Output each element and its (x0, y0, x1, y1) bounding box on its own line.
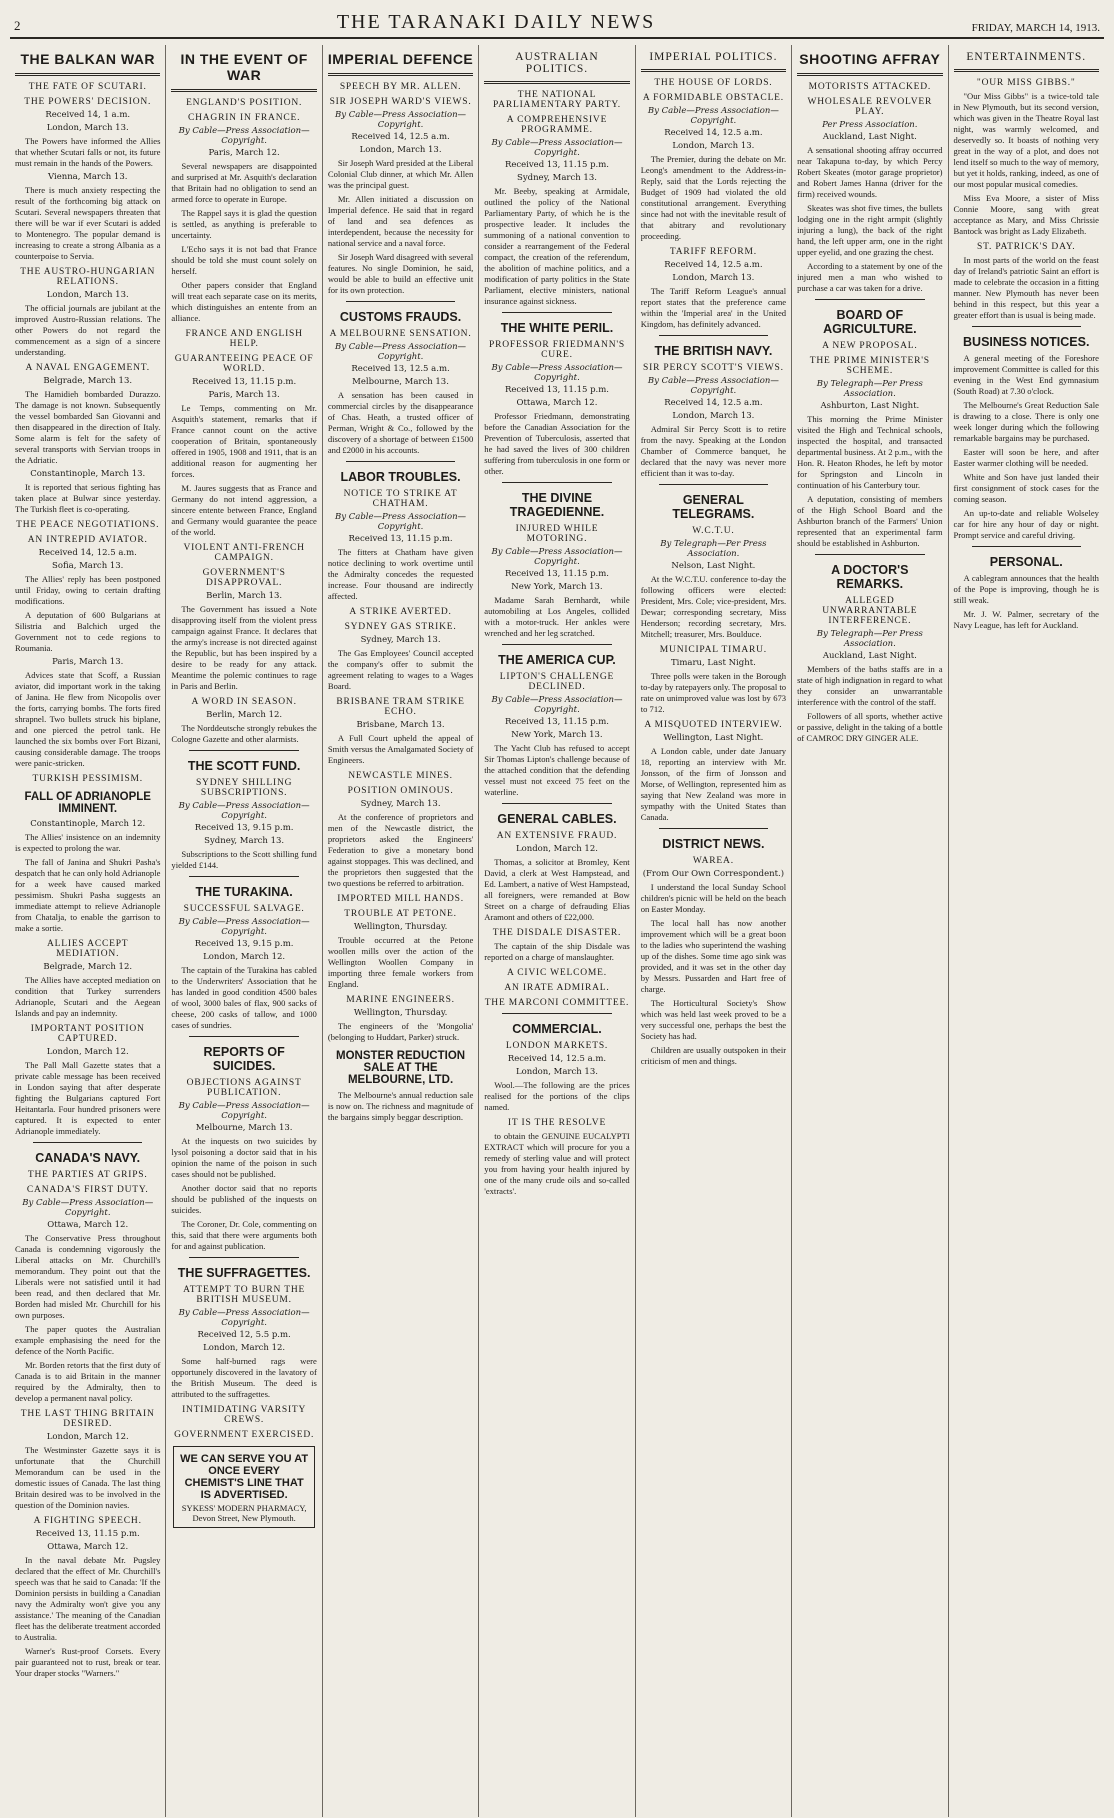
byline: By Telegraph—Per Press Association. (660, 539, 767, 559)
paragraph: The Tariff Reform League's annual report states that the preference came within the 'Imperial area' in the United Kingdom, has definitely advanced. (640, 286, 787, 329)
subheading: A MELBOURNE SENSATION. (329, 329, 472, 339)
byline: Per Press Association. (822, 120, 918, 130)
dateline: Berlin, March 13. (206, 591, 283, 601)
column-1 (10, 45, 166, 1817)
dateline: Received 13, 9.15 p.m. (194, 823, 294, 833)
dateline: Wellington, Thursday. (353, 1008, 448, 1018)
section-rule (189, 1257, 298, 1258)
paragraph: Subscriptions to the Scott shilling fund yielded £144. (171, 849, 317, 870)
subheading: THE DISDALE DISASTER. (492, 928, 622, 938)
paragraph: According to a statement by one of the injured men a man who wished to purchase a car was taken for a drive. (797, 261, 943, 293)
section-rule (346, 301, 455, 302)
heading-rule (15, 73, 160, 76)
paragraph: White and Son have just landed their first consignment of stock cases for the coming season. (953, 472, 1099, 504)
paragraph: The Westminster Gazette says it is unfortunate that the Churchill Memorandum can be used in the domestic issues of Canada. The last thing Britain desired was to be involved in the question of the Dominion navies. (15, 1445, 161, 1510)
dateline: Berlin, March 12. (206, 710, 283, 720)
subheading: AN INTREPID AVIATOR. (27, 535, 148, 545)
paragraph: The fall of Janina and Shukri Pasha's despatch that he can only hold Adrianople for a week have caused marked pessimism. Shukri Pasha suggests an immediate attempt to relieve Adrianople from Chatalja, to enable the garrison to make a sortie. (15, 857, 161, 933)
dateline: Received 13, 11.15 p.m. (35, 1529, 140, 1539)
byline: By Cable—Press Association—Copyright. (491, 138, 623, 158)
column-6 (792, 45, 948, 1817)
dateline: Received 13, 11.15 p.m. (348, 534, 453, 544)
paragraph: The Premier, during the debate on Mr. Leong's amendment to the Address-in-Reply, said that the Lords rejecting the Budget of 1909 had violated the old constitutional arrangement. Everything since had not with the inevitable result of that abitrary and revolutionary proceeding. (640, 154, 787, 241)
byline: By Cable—Press Association—Copyright. (178, 126, 310, 146)
subheading: TURKISH PESSIMISM. (32, 774, 143, 784)
column-4 (479, 45, 635, 1817)
section-heading: CUSTOMS FRAUDS. (339, 310, 462, 324)
paragraph: The Gas Employees' Council accepted the company's offer to submit the agreement relating to wages to a Wages Board. (327, 648, 474, 691)
paragraph: Other papers consider that England will treat each separate case on its merits, which distinguishes an entente from an alliance. (171, 280, 317, 323)
heading-rule (484, 81, 629, 84)
dateline: Received 13, 12.5 a.m. (351, 364, 450, 374)
paragraph: A general meeting of the Foreshore improvement Committee is called for this evening in the West End gymnasium (South Road) at 7.30 o'clock. (953, 353, 1099, 396)
subheading: OBJECTIONS AGAINST PUBLICATION. (186, 1078, 302, 1098)
dateline: Sydney, March 13. (360, 799, 441, 809)
paragraph: A deputation, consisting of members of the High School Board and the Ashburton branch of the Farmers' Union represented that an experimental farm should be established in Ashburton. (797, 494, 943, 548)
dateline: Auckland, Last Night. (822, 651, 917, 661)
paragraph: I understand the local Sunday School children's picnic will be held on the beach on Easter Monday. (640, 882, 787, 914)
paragraph: Three polls were taken in the Borough to-day by ratepayers only. The proposal to rate on unimproved value was lost by 673 to 712. (640, 671, 787, 714)
paragraph: Skeates was shot five times, the bullets lodging one in the right armpit (slightly injuring a lung), the back of the right hand, the left upper arm, one in the right upper eyelid, and one grazing the chest. (797, 203, 943, 257)
subheading: GUARANTEEING PEACE OF WORLD. (174, 354, 314, 374)
dateline: Ottawa, March 12. (47, 1542, 129, 1552)
byline: By Cable—Press Association—Copyright. (647, 106, 779, 126)
subheading: THE PRIME MINISTER'S SCHEME. (809, 356, 930, 376)
section-heading: REPORTS OF SUICIDES. (203, 1045, 285, 1073)
subhead-bold: FALL OF ADRIANOPLE IMMINENT. (24, 791, 151, 815)
subheading: IMPORTANT POSITION CAPTURED. (30, 1024, 145, 1044)
paragraph: Advices state that Scoff, a Russian aviator, did important work in the taking of Janina. He flew from Nicopolis over the forts, carrying bombs. The forts fired shrapnel. Two bullets struck his biplane, and one pierced the petrol tank. He launched the six bombs over Fort Bizani, causing considerable damage. The troops were panic-stricken. (15, 670, 161, 768)
paragraph: Some half-burned rags were opportunely discovered in the lavatory of the British Museum. The deed is attributed to the suffragettes. (171, 1356, 317, 1399)
byline: By Cable—Press Association—Copyright. (22, 1198, 154, 1218)
byline: By Cable—Press Association—Copyright. (335, 110, 467, 130)
paragraph: The Hamidieh bombarded Durazzo. The damage is not known. Subsequently the vessel bombarded San Giovanni and then disappeared in the direction of Italy. Some alarm is felt for the safety of several transports with Servian troops in the Adriatic. (15, 389, 161, 465)
dateline: Received 14, 12.5 a.m. (351, 132, 450, 142)
subheading: THE POWERS' DECISION. (24, 97, 152, 107)
paragraph: Mr. Allen initiated a discussion on Imperial defence. He said that in regard of land and sea defences as interdependent, because the necessity for national service and a naval force. (327, 194, 474, 248)
subheading: ENGLAND'S POSITION. (186, 98, 303, 108)
paragraph: The Allies' insistence on an indemnity is expected to prolong the war. (15, 832, 161, 853)
column-heading: THE BALKAN WAR (20, 51, 155, 67)
paragraph: The Allies have accepted mediation on condition that Turkey surrenders Adrianople, Scutari and the Aegean Islands and pay an indemnity. (15, 975, 161, 1018)
section-rule (815, 299, 924, 300)
section-heading: BUSINESS NOTICES. (963, 335, 1090, 349)
paragraph: Mr. Beeby, speaking at Armidale, outlined the policy of the National Parliamentary Party, of which he is the prospective leader. It includes the summoning of a national convention to consider a rearrangement of the Federal compact, the creation of the referendum, the abolition of machine politics, and a modification of party politics in the State Parliament, elective ministers, national insurance against sickness. (484, 186, 630, 306)
subheading: W.C.T.U. (692, 526, 735, 536)
dateline: Wellington, Last Night. (663, 733, 764, 743)
column-2 (166, 45, 322, 1817)
subheading: THE HOUSE OF LORDS. (654, 78, 773, 88)
subheading: FRANCE AND ENGLISH HELP. (185, 329, 303, 349)
subheading: ALLEGED UNWARRANTABLE INTERFERENCE. (822, 596, 918, 626)
section-heading: A DOCTOR'S REMARKS. (831, 563, 909, 591)
dateline: Paris, March 13. (52, 657, 124, 667)
subheading: LIPTON'S CHALLENGE DECLINED. (499, 672, 615, 692)
paragraph: The Horticultural Society's Show which was held last week proved to be a very successful one, perhaps the best the Society has had. (640, 998, 787, 1041)
newspaper-title: THE TARANAKI DAILY NEWS (336, 11, 656, 33)
byline: By Cable—Press Association—Copyright. (335, 512, 467, 532)
paragraph: "Our Miss Gibbs" is a twice-told tale in New Plymouth, but its second version, which was given in the Theatre Royal last night, was warmly welcomed, and deservedly so. It boasts of nothing very great in the way of a plot, and does not lend itself so much to the way of memory, but yet it holds, ranking, indeed, as one of our most popular musical comedies. (953, 91, 1099, 189)
subheading: "OUR MISS GIBBS." (976, 78, 1076, 88)
paragraph: Followers of all sports, whether active or passive, delight in the taking of a bottle of CAMROC DRY GINGER ALE. (797, 711, 943, 743)
subheading: MUNICIPAL TIMARU. (659, 645, 767, 655)
paragraph: Easter will soon be here, and after Easter warmer clothing will be needed. (953, 447, 1099, 468)
paragraph: In the naval debate Mr. Pugsley declared that the effect of Mr. Churchill's speech was that he said to Canada: 'If the Dominion persists in building a Canadian navy the Admiralty won't give you any assistance.' The meaning of the Canadian fleet has the deliberate treatment accorded to Australia. (15, 1555, 161, 1642)
paragraph: Admiral Sir Percy Scott is to retire from the navy. Speaking at the London Chamber of Commerce banquet, he declared that the navy was never more efficient than it was to-day. (640, 424, 787, 478)
subheading: A COMPREHENSIVE PROGRAMME. (506, 115, 608, 135)
subheading: WHOLESALE REVOLVER PLAY. (807, 97, 933, 117)
subheading: LONDON MARKETS. (505, 1041, 609, 1051)
subheading: A CIVIC WELCOME. (506, 968, 607, 978)
paragraph: The captain of the Turakina has cabled to the Underwriters' Association that he has landed in good condition 4500 bales of wool, 3000 bales of flax, 900 sacks of cheese, 200 casks of tallow, and 1000 cases of sundries. (171, 965, 317, 1030)
paragraph: The Melbourne's annual reduction sale is now on. The richness and magnitude of the bargains simply beggar description. (327, 1090, 474, 1122)
column-heading: SHOOTING AFFRAY (799, 51, 941, 67)
subheading: VIOLENT ANTI-FRENCH CAMPAIGN. (183, 543, 305, 563)
columns-container (10, 45, 1104, 1817)
dateline: (From Our Own Correspondent.) (642, 869, 785, 879)
dateline: Ottawa, March 12. (516, 398, 598, 408)
heading-rule (797, 73, 942, 76)
subheading: A WORD IN SEASON. (191, 697, 297, 707)
paragraph: The captain of the ship Disdale was reported on a charge of manslaughter. (484, 941, 630, 962)
subheading: MOTORISTS ATTACKED. (808, 82, 932, 92)
paragraph: Sir Joseph Ward disagreed with several features. No single Dominion, he said, would be able to build an effective unit for its own protection. (327, 252, 474, 295)
paragraph: Mr. Borden retorts that the first duty of Canada is to aid Britain in the manner required by the Admiralty, then to develop a permanent naval policy. (15, 1360, 161, 1403)
subheading: GOVERNMENT EXERCISED. (174, 1430, 315, 1440)
byline: By Cable—Press Association—Copyright. (178, 1101, 310, 1121)
dateline: London, March 13. (672, 273, 755, 283)
subheading: A STRIKE AVERTED. (349, 607, 452, 617)
subheading: THE AUSTRO-HUNGARIAN RELATIONS. (20, 267, 156, 287)
dateline: London, March 12. (46, 1047, 129, 1057)
heading-rule (641, 69, 786, 72)
subheading: PROFESSOR FRIEDMANN'S CURE. (488, 340, 625, 360)
section-heading: COMMERCIAL. (512, 1022, 602, 1036)
subheading: A NEW PROPOSAL. (822, 341, 918, 351)
subheading: BRISBANE TRAM STRIKE ECHO. (336, 697, 465, 717)
section-rule (33, 1142, 142, 1143)
subheading: SIR JOSEPH WARD'S VIEWS. (329, 97, 472, 107)
byline: By Cable—Press Association—Copyright. (647, 376, 779, 396)
subheading: GOVERNMENT'S DISAPPROVAL. (202, 568, 286, 588)
paragraph: A cablegram announces that the health of the Pope is improving, though he is still weak. (953, 573, 1099, 605)
subheading: MARINE ENGINEERS. (346, 995, 455, 1005)
paragraph: Another doctor said that no reports should be published of the inquests on suicides. (171, 1183, 317, 1215)
dateline: London, March 12. (203, 1343, 286, 1353)
subheading: TARIFF REFORM. (669, 247, 757, 257)
paragraph: There is much anxiety respecting the result of the forthcoming big attack on Scutari. Several newspapers threaten that there will be war if ever Scutari is added to Montenegro. The popular demand is increasing to create a strong Albania as a counterpoise to Servia. (15, 185, 161, 261)
column-heading: AUSTRALIAN POLITICS. (515, 51, 599, 75)
paragraph: Wool.—The following are the prices realised for the portions of the clips named. (484, 1080, 630, 1112)
subheading: A FIGHTING SPEECH. (33, 1516, 142, 1526)
dateline: Received 13, 11.15 p.m. (504, 160, 610, 170)
section-heading: THE AMERICA CUP. (498, 653, 616, 667)
paragraph: In most parts of the world on the feast day of Ireland's patriotic Saint an effort is made to celebrate the occasion in a fitting manner. New Plymouth has never been behind in this respect, but this year a greater effort than is usual is being made. (953, 255, 1099, 320)
subheading: SIR PERCY SCOTT'S VIEWS. (643, 363, 784, 373)
paragraph: Madame Sarah Bernhardt, while automobiling at Los Angeles, collided with a motor-truck. Her ankles were wrenched and her leg scratched. (484, 595, 630, 638)
dateline: London, March 13. (359, 145, 442, 155)
section-heading: GENERAL CABLES. (497, 812, 617, 826)
byline: By Cable—Press Association—Copyright. (178, 917, 310, 937)
section-heading: THE WHITE PERIL. (500, 321, 614, 335)
dateline: London, March 13. (46, 123, 129, 133)
section-rule (502, 803, 611, 804)
paragraph: The Allies' reply has been postponed until Friday, owing to certain drafting modifications. (15, 574, 161, 606)
subheading: ATTEMPT TO BURN THE BRITISH MUSEUM. (183, 1285, 306, 1305)
paragraph: An up-to-date and reliable Wolseley car for hire any hour of day or night. Prompt service and careful driving. (953, 508, 1099, 540)
paragraph: Le Temps, commenting on Mr. Asquith's statement, remarks that if France cannot count on the active cooperation of Britain, spontaneously offered in 1905, 1908 and 1911, that is an additional reason for augmenting her forces. (171, 403, 317, 479)
dateline: Received 14, 12.5 a.m. (507, 1054, 607, 1064)
dateline: Received 14, 12.5 a.m. (664, 260, 763, 270)
section-rule (189, 876, 298, 877)
section-rule (815, 554, 924, 555)
dateline: Auckland, Last Night. (822, 132, 917, 142)
paragraph: A sensation has been caused in commercial circles by the disappearance of Chas. Heath, a trusted officer of Perman, Wright & Co., followed by the discovery of a shortage of between £1500 and £2000 in his accounts. (327, 390, 474, 455)
heading-rule (328, 73, 473, 76)
masthead (10, 8, 1104, 39)
paragraph: The Government has issued a Note disapproving itself from the violent press campaign against France. It declares that the army's increase is not directed against the Republic, but has been inspired by a desire to be ready for any attack. Meantime the polemic continues to rage in Paris and Berlin. (171, 604, 317, 691)
paragraph: The paper quotes the Australian example emphasising the need for the defence of the North Pacific. (15, 1324, 161, 1356)
subheading: SUCCESSFUL SALVAGE. (183, 904, 305, 914)
paragraph: M. Jaures suggests that as France and Germany do not intend aggression, a sincere entente between France, England and Germany would guarantee the peace of the world. (171, 483, 317, 537)
subhead-bold: MONSTER REDUCTION SALE AT THE MELBOURNE, LTD. (336, 1050, 466, 1086)
dateline: Sydney, March 13. (517, 173, 597, 183)
dateline: Brisbane, March 13. (356, 720, 445, 730)
subheading: THE FATE OF SCUTARI. (28, 82, 147, 92)
section-heading: THE TURAKINA. (195, 885, 293, 899)
paragraph: to obtain the GENUINE EUCALYPTI EXTRACT which will procure for you a remedy of sterling value and will protect you from having your health injured by one of the many crude oils and so-called 'extracts'. (484, 1131, 630, 1196)
byline: By Cable—Press Association—Copyright. (335, 342, 467, 362)
column-heading: IMPERIAL DEFENCE (327, 51, 474, 67)
subheading: NOTICE TO STRIKE AT CHATHAM. (343, 489, 458, 509)
section-rule (346, 461, 455, 462)
paragraph: Miss Eva Moore, a sister of Miss Connie Moore, sang with great acceptance as Mary, and Miss Chrissie Bantock was bright as Lady Elizabeth. (953, 193, 1099, 236)
section-rule (502, 644, 611, 645)
section-heading: CANADA'S NAVY. (35, 1151, 141, 1165)
advertisement-line: WE CAN SERVE YOU AT ONCE EVERY CHEMIST'S LINE THAT IS ADVERTISED. (180, 1453, 309, 1501)
paragraph: Members of the baths staffs are in a state of high indignation in regard to what they consider an unwarrantable interference with the control of the staff. (797, 664, 943, 707)
subheading: ALLIES ACCEPT MEDIATION. (47, 939, 129, 959)
subheading: THE PEACE NEGOTIATIONS. (16, 520, 160, 530)
subheading: POSITION OMINOUS. (347, 786, 454, 796)
column-3 (323, 45, 479, 1817)
column-heading: ENTERTAINMENTS. (966, 51, 1087, 63)
dateline: Received 14, 12.5 a.m. (38, 548, 137, 558)
dateline: Received 14, 1 a.m. (45, 110, 131, 120)
byline: By Telegraph—Per Press Association. (816, 379, 923, 399)
subheading: SYDNEY GAS STRIKE. (344, 622, 457, 632)
section-heading: THE BRITISH NAVY. (654, 344, 773, 358)
subheading: AN IRATE ADMIRAL. (504, 983, 610, 993)
subheading: ST. PATRICK'S DAY. (977, 242, 1076, 252)
dateline: Received 13, 11.15 p.m. (192, 377, 297, 387)
dateline: London, March 13. (672, 411, 755, 421)
advertisement-box (173, 1446, 314, 1528)
paragraph: At the conference of proprietors and men of the Newcastle district, the proprietors asked the Engineers' Federation to give a monetary bond against stoppages. This was declined, and the proprietors then suggested that the two questions be referred to arbitration. (327, 812, 474, 888)
dateline: Received 13, 11.15 p.m. (504, 569, 610, 579)
section-rule (502, 482, 611, 483)
subheading: THE NATIONAL PARLIAMENTARY PARTY. (492, 90, 621, 110)
subheading: INTIMIDATING VARSITY CREWS. (182, 1405, 307, 1425)
subheading: SPEECH BY MR. ALLEN. (339, 82, 462, 92)
dateline: Ashburton, Last Night. (820, 401, 920, 411)
heading-rule (954, 69, 1099, 72)
dateline: Sydney, March 13. (360, 635, 441, 645)
paragraph: A sensational shooting affray occurred near Takapuna to-day, by which Percy Robert Skeates (motor garage proprietor) and Robert James Hanna (driver for the firm) received wounds. (797, 145, 943, 199)
paragraph: The local hall has now another improvement which will be a great boon to the ladies who superintend the washing up of the dishes. Some time ago sink was provided, and it was set in the other day by Messrs. Pussarden and Hart free of charge. (640, 918, 787, 994)
subheading: THE LAST THING BRITAIN DESIRED. (20, 1409, 155, 1429)
dateline: Paris, March 12. (208, 148, 280, 158)
dateline: London, March 13. (515, 1067, 598, 1077)
paragraph: At the W.C.T.U. conference to-day the following officers were elected: President, Mrs. Cole; vice-president, Mrs. Dewar; corresponding secretary, Miss Henderson; recording secretary, Mrs. Mitchell; treasurer, Mrs. Boulduce. (640, 574, 787, 639)
section-rule (502, 312, 611, 313)
section-rule (659, 484, 768, 485)
paragraph: This morning the Prime Minister visited the High and Technical schools, inspected the hospital, and transacted departmental business. At 2 p.m., with the Hon. R. Heaton Rhodes, he left by motor for Springston and Lincoln in continuation of his Canterbury tour. (797, 414, 943, 490)
paragraph: Thomas, a solicitor at Bromley, Kent David, a clerk at West Hampstead, and Ed. Lambert, a native of West Hampstead, all foreigners, were remanded at Bow Street on a charge of defrauding Elias Aramont and others of £22,000. (484, 857, 630, 922)
subheading: SYDNEY SHILLING SUBSCRIPTIONS. (195, 778, 293, 798)
section-heading: PERSONAL. (989, 555, 1063, 569)
dateline: Vienna, March 13. (47, 172, 128, 182)
byline: By Telegraph—Per Press Association. (816, 629, 923, 649)
advertisement-line: Devon Street, New Plymouth. (192, 1513, 296, 1523)
paragraph: The official journals are jubilant at the improved Austro-Russian relations. The other Powers do not regard the commencement as a sign of a sincere understanding. (15, 303, 161, 357)
byline: By Cable—Press Association—Copyright. (178, 801, 310, 821)
subheading: NEWCASTLE MINES. (348, 771, 453, 781)
subheading: THE MARCONI COMMITTEE. (484, 998, 630, 1008)
byline: By Cable—Press Association—Copyright. (491, 547, 623, 567)
paragraph: The Norddeutsche strongly rebukes the Cologne Gazette and other alarmists. (171, 723, 317, 744)
dateline: London, March 13. (672, 141, 755, 151)
section-heading: LABOR TROUBLES. (340, 470, 461, 484)
paragraph: A deputation of 600 Bulgarians at Silistria and Balchich urged the Government not to cede regions to Roumania. (15, 610, 161, 653)
subheading: A FORMIDABLE OBSTACLE. (642, 93, 784, 103)
subheading: TROUBLE AT PETONE. (344, 909, 457, 919)
paragraph: Sir Joseph Ward presided at the Liberal Colonial Club dinner, at which Mr. Allen was the principal guest. (327, 158, 474, 190)
section-heading: GENERAL TELEGRAMS. (672, 493, 755, 521)
subheading: THE PARTIES AT GRIPS. (27, 1170, 148, 1180)
dateline: Melbourne, March 13. (352, 377, 449, 387)
paragraph: A Full Court upheld the appeal of Smith versus the Amalgamated Society of Engineers. (327, 733, 474, 765)
subheading: CHAGRIN IN FRANCE. (187, 113, 301, 123)
section-rule (659, 828, 768, 829)
paragraph: Trouble occurred at the Petone woollen mills over the action of the Wellington Woollen Company in importing three female workers from England. (327, 935, 474, 989)
paragraph: Children are usually outspoken in their criticism of men and things. (640, 1045, 787, 1066)
dateline: London, March 13. (46, 290, 129, 300)
dateline: Belgrade, March 13. (43, 376, 133, 386)
dateline: London, March 12. (203, 952, 286, 962)
dateline: Received 13, 11.15 p.m. (504, 717, 610, 727)
subheading: A NAVAL ENGAGEMENT. (25, 363, 150, 373)
section-rule (659, 335, 768, 336)
paragraph: The Yacht Club has refused to accept Sir Thomas Lipton's challenge because of the attached condition that the defending vessel must not exceed 75 feet on the waterline. (484, 743, 630, 797)
dateline: Received 12, 5.5 p.m. (197, 1330, 291, 1340)
dateline: New York, March 13. (511, 730, 603, 740)
paragraph: A London cable, under date January 18, reporting an interview with Mr. Jonsson, of the firm of Jonsson and Morse, of Wellington, represented him as saying that New Zealand was more in sympathy with the United States than Canada. (640, 746, 787, 822)
subheading: WAREA. (692, 856, 734, 866)
subheading: AN EXTENSIVE FRAUD. (496, 831, 618, 841)
byline: By Cable—Press Association—Copyright. (491, 695, 623, 715)
paragraph: L'Echo says it is not bad that France should be told she must count solely on herself. (171, 244, 317, 276)
dateline: Wellington, Thursday. (353, 922, 448, 932)
dateline: New York, March 13. (511, 582, 603, 592)
dateline: Ottawa, March 12. (47, 1220, 129, 1230)
paragraph: Several newspapers are disappointed and surprised at Mr. Asquith's declaration that Britain had no obligation to send an armed force to operate in Europe. (171, 161, 317, 204)
dateline: Constantinople, March 12. (30, 819, 146, 829)
section-heading: DISTRICT NEWS. (662, 837, 765, 851)
paragraph: The Conservative Press throughout Canada is condemning vigorously the Liberal attacks on Mr. Churchill's memorandum. They point out that the Liberals were not satisfied until it had been read, and then declared that Mr. Borden had misled Mr. Churchill for his own purposes. (15, 1233, 161, 1320)
dateline: Paris, March 13. (208, 390, 280, 400)
section-heading: THE SUFFRAGETTES. (177, 1266, 311, 1280)
subheading: CANADA'S FIRST DUTY. (26, 1185, 149, 1195)
subheading: A MISQUOTED INTERVIEW. (644, 720, 783, 730)
paragraph: The engineers of the 'Mongolia' (belonging to Huddart, Parker) struck. (327, 1021, 474, 1042)
byline: By Cable—Press Association—Copyright. (491, 363, 623, 383)
section-rule (502, 1013, 611, 1014)
dateline: Nelson, Last Night. (671, 561, 756, 571)
dateline: Timaru, Last Night. (670, 658, 756, 668)
section-heading: BOARD OF AGRICULTURE. (823, 308, 917, 336)
advertisement-line: SYKESS' MODERN PHARMACY, (181, 1503, 307, 1513)
dateline: Sofia, March 13. (52, 561, 124, 571)
dateline: Belgrade, March 12. (43, 962, 133, 972)
subheading: IT IS THE RESOLVE (507, 1118, 607, 1128)
column-heading: IN THE EVENT OF WAR (180, 51, 308, 83)
dateline: Constantinople, March 13. (30, 469, 146, 479)
subheading: IMPORTED MILL HANDS. (337, 894, 464, 904)
column-7 (949, 45, 1104, 1817)
dateline: London, March 12. (515, 844, 598, 854)
paragraph: The Pall Mall Gazette states that a private cable message has been received in London saying that after desperate fighting the Bulgarians captured Fort Heitantarla. Four hundred prisoners were captured. It is expected to enter Adrianople immediately. (15, 1060, 161, 1136)
dateline: Received 13, 9.15 p.m. (194, 939, 294, 949)
dateline: Sydney, March 13. (204, 836, 285, 846)
paragraph: Warner's Rust-proof Corsets. Every pair guaranteed not to rust, break or tear. Your draper stocks "Warners." (15, 1646, 161, 1678)
column-5 (636, 45, 792, 1817)
paragraph: Mr. J. W. Palmer, secretary of the Navy League, has left for Auckland. (953, 609, 1099, 630)
section-rule (189, 750, 298, 751)
dateline: Received 14, 12.5 a.m. (664, 398, 763, 408)
paragraph: Professor Friedmann, demonstrating before the Canadian Association for the Prevention of Tuberculosis, asserted that he had saved the lives of 300 children suffering from tuberculosis in one form or other. (484, 411, 630, 476)
paragraph: The Rappel says it is glad the question is settled, as anything is preferable to uncertainty. (171, 208, 317, 240)
subheading: INJURED WHILE MOTORING. (515, 524, 599, 544)
heading-rule (171, 89, 316, 92)
page-number: 2 (14, 18, 21, 33)
dateline: Received 14, 12.5 a.m. (664, 128, 763, 138)
byline: By Cable—Press Association—Copyright. (178, 1308, 310, 1328)
section-rule (972, 546, 1081, 547)
column-heading: IMPERIAL POLITICS. (649, 51, 778, 63)
paragraph: The Coroner, Dr. Cole, commenting on this, said that there were arguments both for and against publication. (171, 1219, 317, 1251)
paragraph: The Melbourne's Great Reduction Sale is drawing to a close. There is only one week longer during which the following remarkable bargains may be purchased. (953, 400, 1099, 443)
paragraph: The Powers have informed the Allies that whether Scutari falls or not, its future must remain in the hands of the Powers. (15, 136, 161, 168)
section-rule (972, 326, 1081, 327)
dateline: Melbourne, March 13. (195, 1123, 293, 1133)
paragraph: It is reported that serious fighting has taken place at Bulwar since yesterday. The Turkish fleet is co-operating. (15, 482, 161, 514)
dateline: Received 13, 11.15 p.m. (504, 385, 610, 395)
section-rule (189, 1036, 298, 1037)
section-heading: THE DIVINE TRAGEDIENNE. (509, 491, 605, 519)
section-heading: THE SCOTT FUND. (187, 759, 301, 773)
paragraph: The fitters at Chatham have given notice declining to work overtime until the Admiralty concedes the requested increase. Four thousand are indirectly affected. (327, 547, 474, 601)
issue-date: FRIDAY, MARCH 14, 1913. (971, 22, 1100, 34)
paragraph: At the inquests on two suicides by lysol poisoning a doctor said that in his opinion the name of the poison in such cases should not be published. (171, 1136, 317, 1179)
dateline: London, March 12. (46, 1432, 129, 1442)
